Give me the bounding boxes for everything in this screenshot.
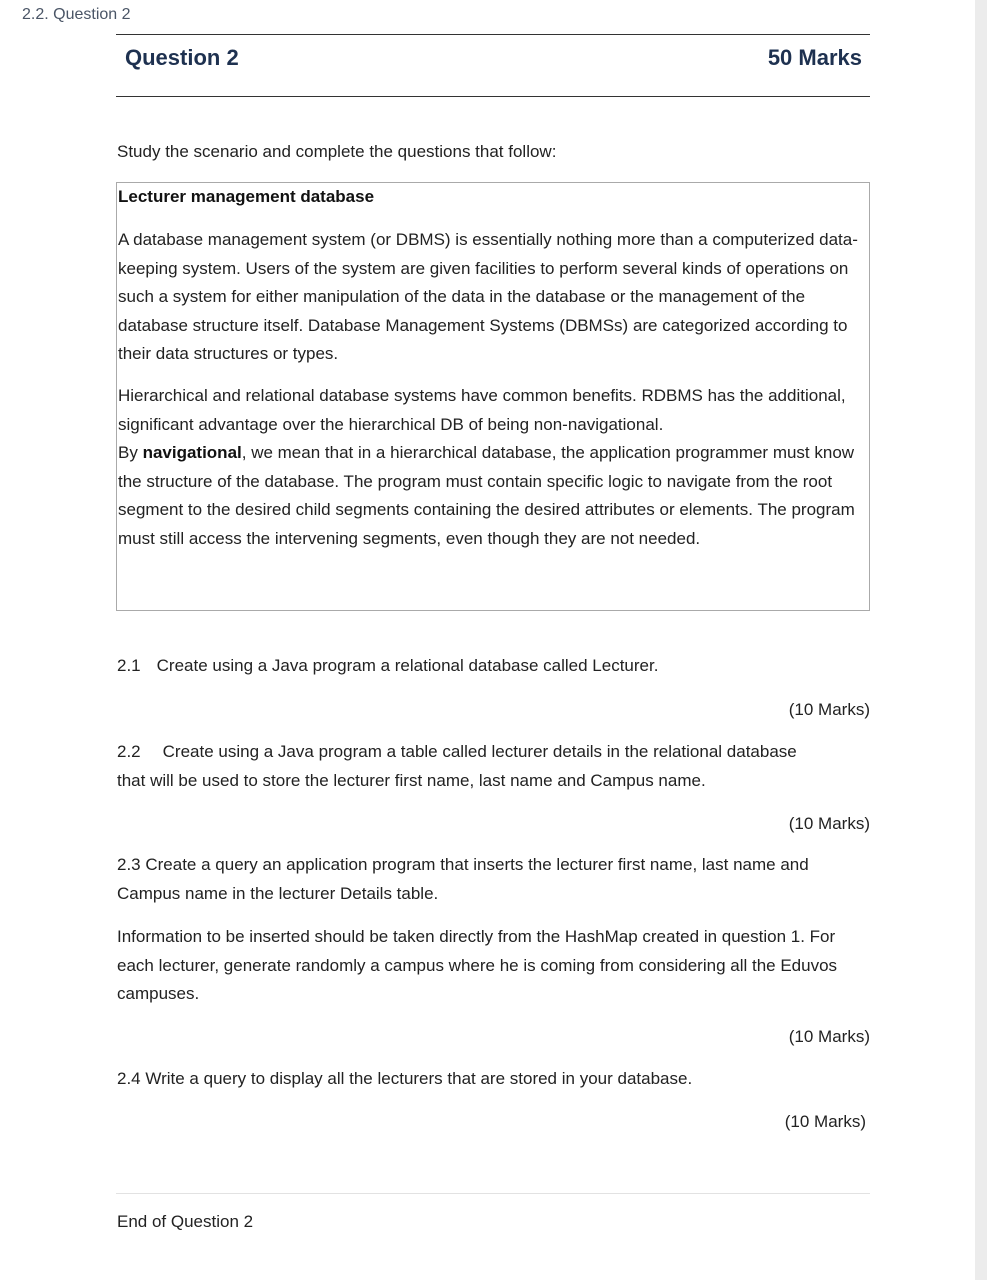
question-title: Question 2: [125, 45, 239, 70]
question-2-2: [117, 738, 869, 795]
scenario-paragraph-3-rest: , we mean that in a hierarchical database, the application programmer must know the structure of the database. The program must contain specific logic to navigate from the root segment to the desired child segments containing the desired attributes or elements. The program must still access the intervening segments, even though they are not needed.: [118, 443, 855, 548]
scenario-paragraph-3-prefix: By: [118, 443, 143, 462]
question-number: 2.2: [117, 742, 141, 761]
header-bottom-rule: [116, 96, 870, 97]
scenario-box: [116, 182, 870, 611]
scenario-heading: Lecturer management database: [118, 187, 375, 206]
breadcrumb: 2.2. Question 2: [22, 6, 131, 23]
header-top-rule: [116, 34, 870, 35]
navigational-term: navigational: [142, 443, 242, 462]
scenario-paragraph-2: [118, 382, 868, 553]
question-text: Create using a Java program a table called lecturer details in the relational database: [162, 742, 797, 761]
footer-divider: [116, 1193, 870, 1194]
question-2-1-marks: (10 Marks): [788, 700, 870, 719]
question-text-continued: that will be used to store the lecturer first name, last name and Campus name.: [117, 770, 706, 790]
question-2-3-details: Information to be inserted should be taken directly from the HashMap created in question 1. For each lecturer, generate randomly a campus where he is coming from considering all the Eduvos campuses.: [117, 927, 838, 1003]
intro-text: Study the scenario and complete the questions that follow:: [117, 142, 557, 161]
scenario-paragraph-2-text: Hierarchical and relational database systems have common benefits. RDBMS has the additional, significant advantage over the hierarchical DB of being non-navigational.: [118, 386, 846, 434]
question-text: Create using a Java program a relational database called Lecturer.: [156, 656, 659, 675]
question-2-3-marks: (10 Marks): [788, 1027, 870, 1046]
question-2-2-marks: (10 Marks): [788, 814, 870, 833]
end-of-question: End of Question 2: [117, 1212, 254, 1231]
scenario-paragraph-1: A database management system (or DBMS) is essentially nothing more than a computerized data-keeping system. Users of the system are given facilities to perform several kinds of operations on such a system for either manipulation of the data in the database or the management of the database structure itself. Database Management Systems (DBMSs) are categorized according to their data structures or types.: [118, 230, 858, 363]
scrollbar[interactable]: [975, 0, 987, 1280]
question-total-marks: 50 Marks: [767, 45, 862, 70]
question-2-1: [117, 652, 658, 681]
question-2-3: 2.3 Create a query an application program that inserts the lecturer first name, last name and Campus name in the lecturer Details table.: [117, 855, 809, 903]
question-number: 2.1: [117, 656, 141, 675]
question-2-4-marks: (10 Marks): [784, 1112, 866, 1131]
question-2-4: 2.4 Write a query to display all the lecturers that are stored in your database.: [117, 1069, 693, 1088]
